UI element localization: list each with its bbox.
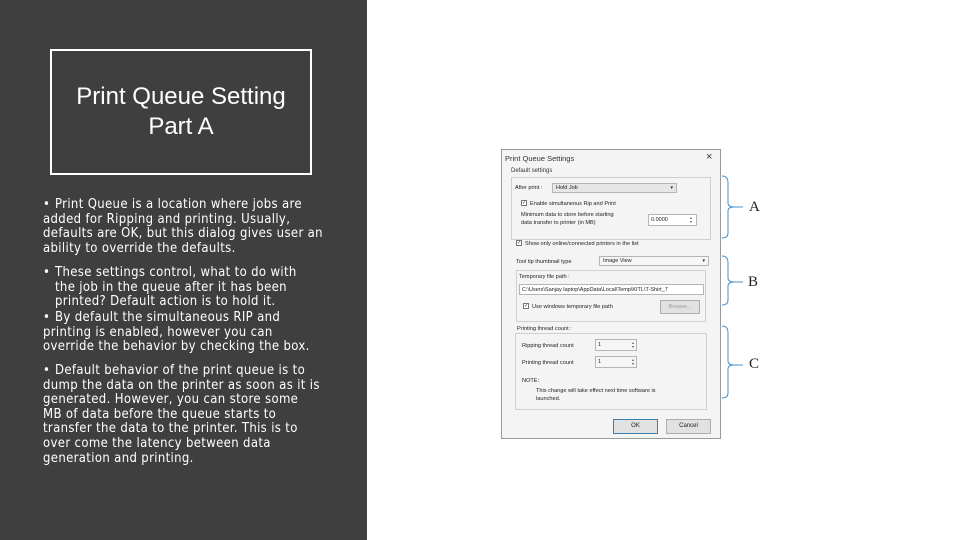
title-box — [50, 49, 312, 175]
bracket-c-lower — [722, 365, 743, 398]
browse-button[interactable]: Browse... — [660, 300, 700, 314]
chevron-down-icon: ▾ — [702, 258, 705, 264]
tooltip-type-value: Image View — [603, 258, 632, 264]
use-windows-temp-checkbox[interactable]: ✓ — [524, 303, 529, 309]
thread-count-label: Printing thread count : — [517, 326, 572, 332]
enable-simultaneous-checkbox[interactable]: ✓ — [522, 200, 527, 206]
enable-simultaneous-label: Enable simultaneous Rip and Print — [530, 201, 616, 207]
show-online-label: Show only online/connected printers in the list — [525, 241, 639, 247]
slide-title — [76, 82, 285, 142]
after-print-value: Hold Job — [556, 185, 578, 191]
spinner-arrows-icon[interactable]: ▴ ▾ — [632, 357, 635, 366]
bullet-line: printed? Default action is to hold it. — [55, 294, 276, 310]
temp-path-input[interactable] — [519, 284, 704, 295]
bullet-item — [43, 266, 343, 310]
cancel-button[interactable]: Cancel — [666, 419, 711, 434]
bullet-line: over come the latency between data — [43, 435, 271, 451]
minimum-data-label-line2: data transfer to printer (in MB) — [521, 220, 596, 226]
tooltip-type-select[interactable] — [599, 256, 709, 266]
ok-button[interactable]: OK — [613, 419, 658, 434]
bullet-line: override the behavior by checking the box. — [43, 339, 310, 355]
spinner-arrows-icon[interactable]: ▴ ▾ — [690, 215, 693, 224]
slide-title-line-1: Print Queue Setting — [76, 83, 286, 110]
bullet-item — [43, 198, 343, 256]
bullet-line: generation and printing. — [43, 450, 194, 466]
bullet-line: the job in the queue after it has been — [55, 279, 287, 295]
slide-title-line-2: Part A — [148, 113, 214, 140]
annotation-letter-a: A — [749, 199, 760, 215]
close-icon[interactable]: × — [706, 151, 713, 163]
printing-thread-input[interactable] — [595, 356, 637, 368]
bullet-line: transfer the data to the printer. This is to — [43, 421, 298, 437]
bullet-line: By default the simultaneous RIP and — [55, 310, 281, 325]
bullet-line: MB of data before the queue starts to — [43, 406, 277, 422]
ripping-thread-input[interactable] — [595, 339, 637, 351]
printing-thread-label: Printing thread count — [522, 360, 574, 366]
bullet-line: Print Queue is a location where jobs are — [55, 197, 302, 212]
dialog-title: Print Queue Settings — [505, 154, 575, 163]
annotation-letter-c: C — [749, 356, 760, 372]
print-queue-settings-dialog — [501, 149, 721, 439]
bracket-b-lower — [722, 282, 743, 305]
temp-path-label: Temporary file path : — [519, 274, 570, 280]
printing-thread-value: 1 — [598, 359, 602, 365]
bullet-line: added for Ripping and printing. Usually, — [43, 211, 291, 227]
after-print-label: After print : — [515, 185, 543, 191]
annotation-letter-b: B — [748, 274, 759, 290]
bracket-c-upper — [722, 326, 743, 365]
ripping-thread-label: Ripping thread count — [522, 343, 574, 349]
bullet-marker: • — [43, 363, 51, 378]
tooltip-type-label: Tool tip thumbnail type — [516, 259, 572, 265]
bullet-line: generated. However, you can store some — [43, 392, 299, 408]
bullet-line: ability to override the defaults. — [43, 240, 236, 256]
note-title: NOTE: — [522, 378, 540, 384]
bullet-line: printing is enabled, however you can — [43, 324, 273, 340]
bullet-marker: • — [43, 310, 51, 325]
bullet-line: These settings control, what to do with — [55, 265, 297, 280]
chevron-down-icon: ▾ — [670, 185, 673, 191]
note-line-1: This change will take effect next time software is — [536, 388, 656, 394]
show-online-checkbox[interactable]: ✓ — [517, 240, 522, 246]
minimum-data-value: 0.0000 — [651, 217, 668, 223]
slide-left-panel — [0, 0, 367, 540]
bullet-marker: • — [43, 265, 51, 280]
annotation-brackets — [722, 175, 746, 445]
use-windows-temp-label: Use windows temporary file path — [532, 304, 613, 310]
bullet-marker: • — [43, 197, 51, 212]
bracket-b-upper — [722, 256, 743, 282]
bullet-line: Default behavior of the print queue is to — [55, 363, 306, 378]
note-line-2: launched. — [536, 396, 561, 402]
bullet-line: defaults are OK, but this dialog gives user an — [43, 226, 323, 242]
bullet-item — [43, 364, 343, 466]
bracket-a-lower — [722, 207, 743, 238]
bullet-item — [43, 311, 343, 355]
minimum-data-label-line1: Minimum data to store before starting — [521, 212, 614, 218]
spinner-arrows-icon[interactable]: ▴ ▾ — [632, 340, 635, 349]
after-print-select[interactable] — [552, 183, 677, 193]
bullet-line: dump the data on the printer as soon as it is — [43, 377, 320, 393]
temp-path-value: C:\Users\Sanjay laptop\AppData\Local\Temp\KITL\T-Shirt_7 — [522, 287, 668, 293]
ripping-thread-value: 1 — [598, 342, 602, 348]
default-settings-label: Default settings — [511, 168, 553, 174]
bracket-a-upper — [722, 176, 743, 207]
